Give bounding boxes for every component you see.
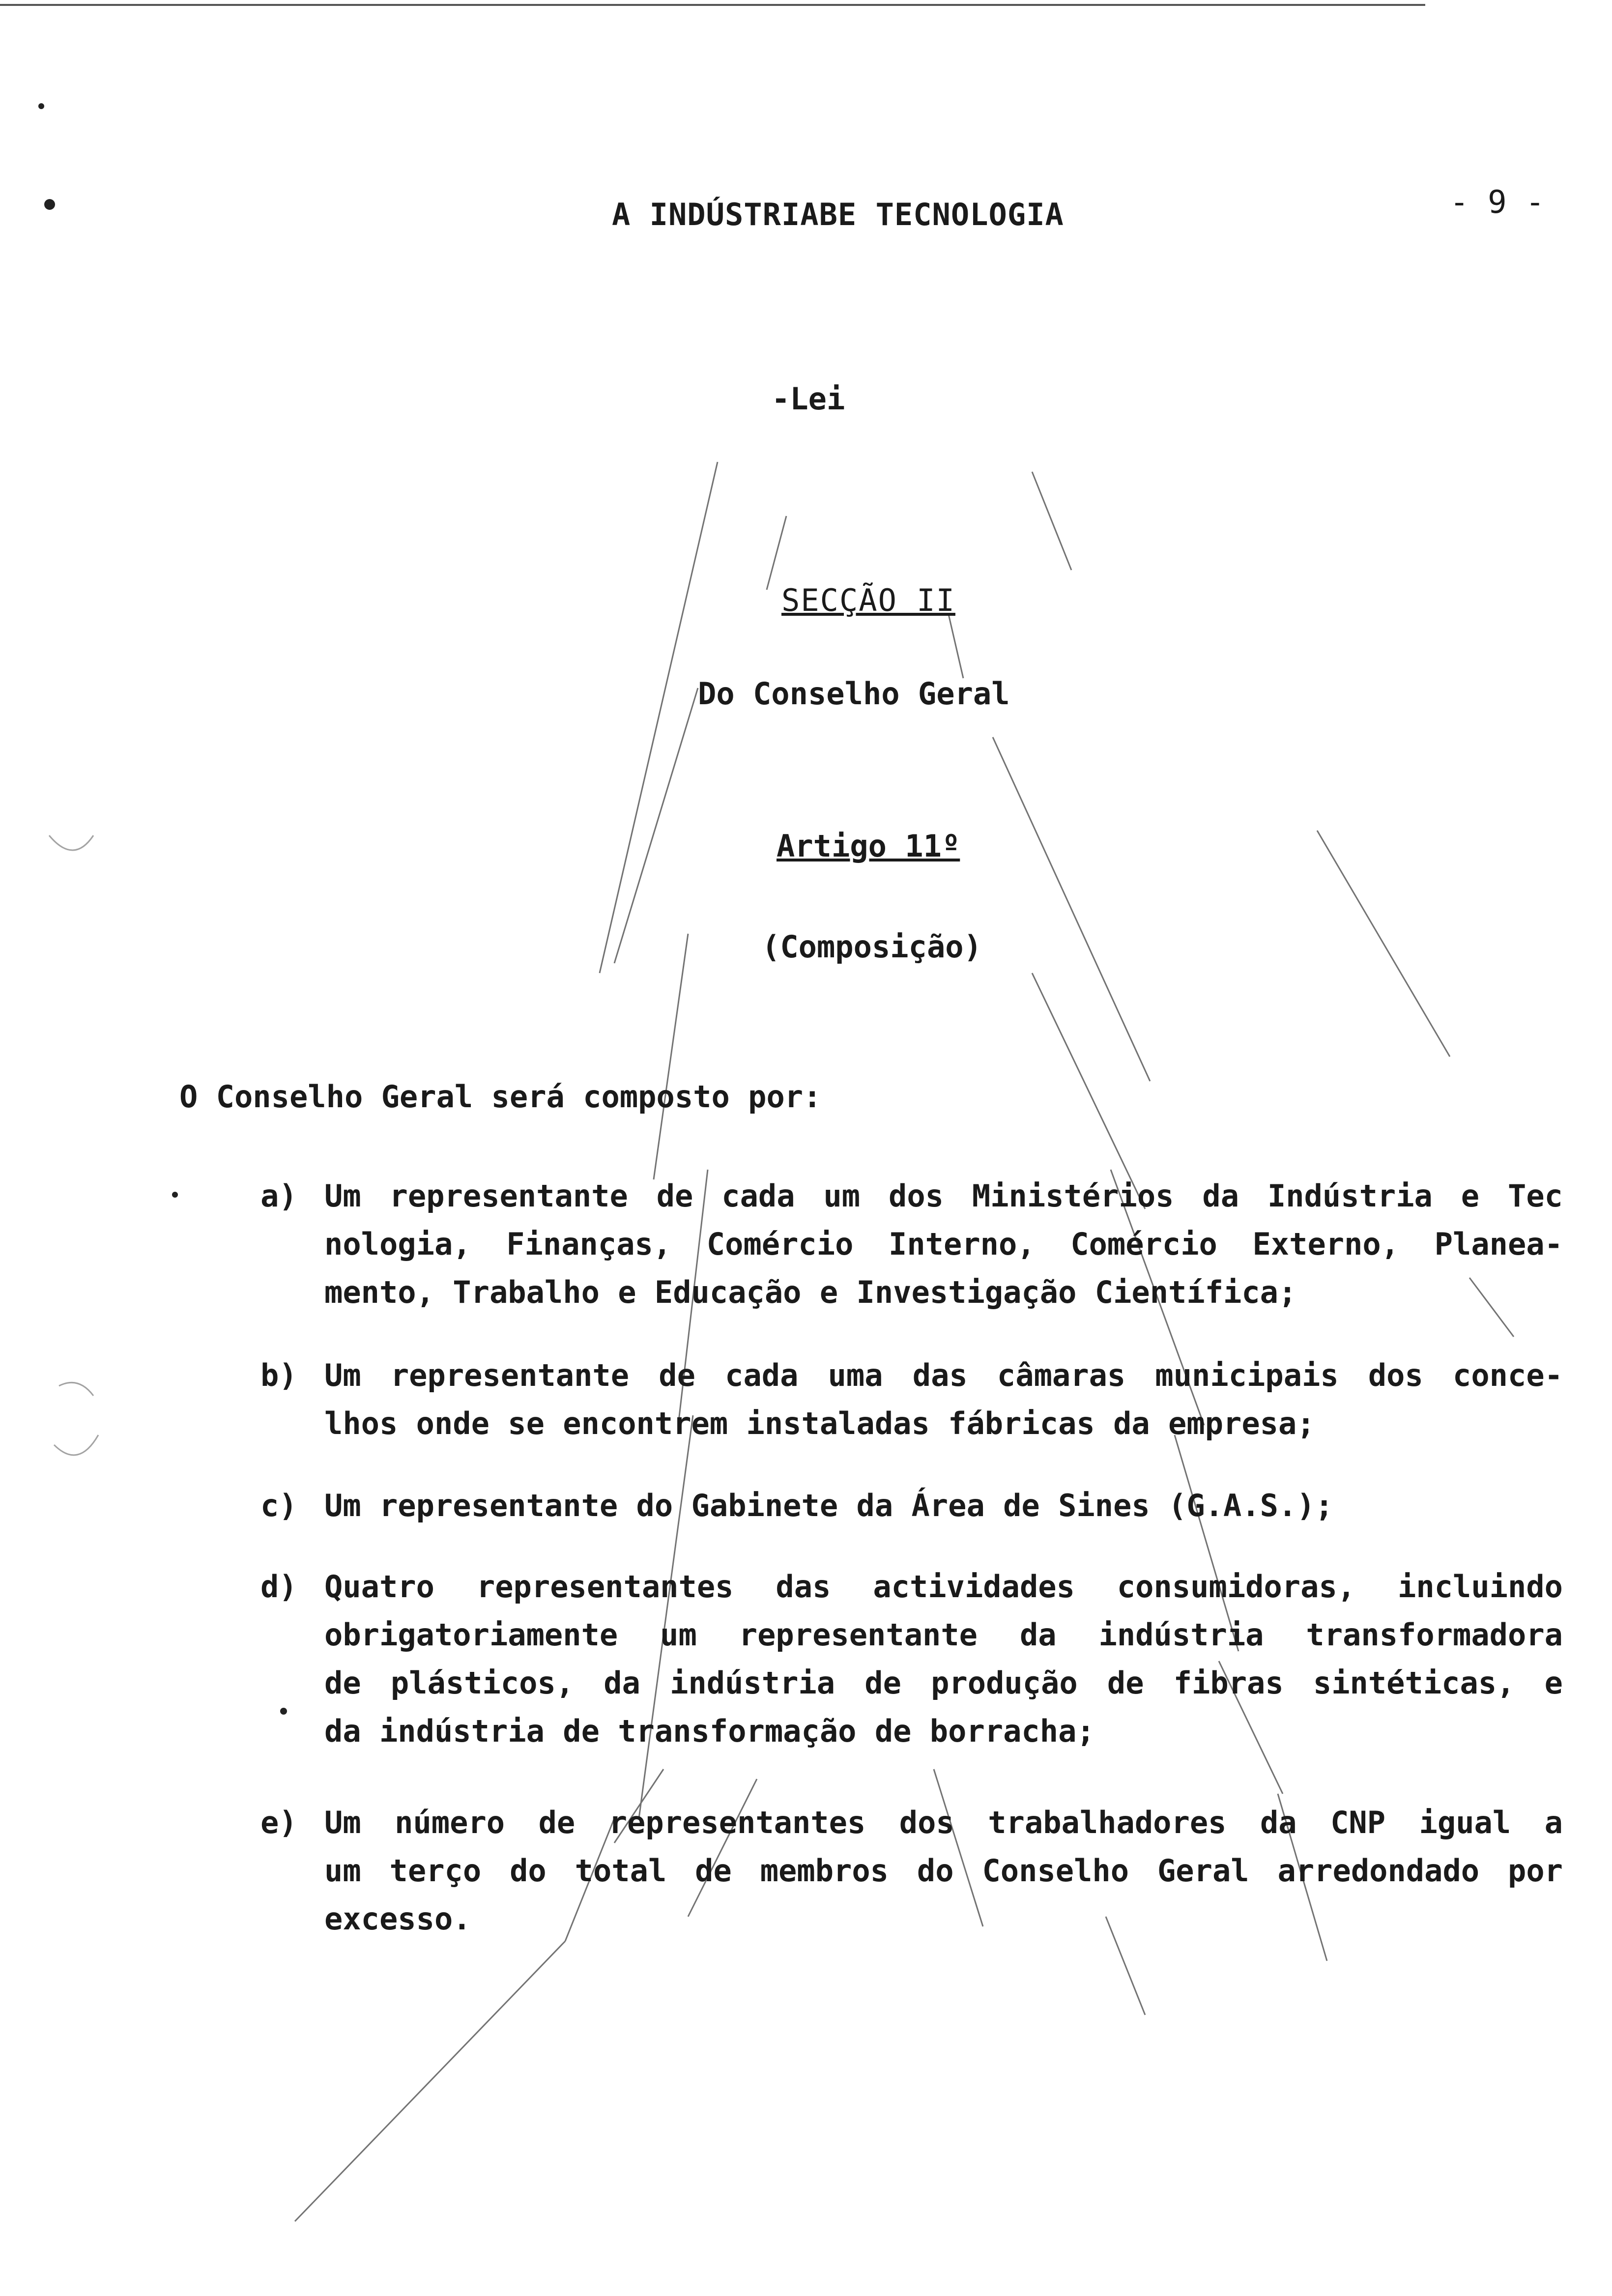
running-header: A INDÚSTRIABE TECNOLOGIA <box>612 197 1064 232</box>
list-item-line: Um representante de cada um dos Ministérios da Indústria e Tec <box>324 1178 1563 1214</box>
list-item-line: Um representante de cada uma das câmaras municipais dos conce- <box>324 1357 1563 1393</box>
list-item-marker: d) <box>260 1569 297 1605</box>
list-item-marker: c) <box>260 1488 297 1523</box>
list-item-line: lhos onde se encontrem instaladas fábricas da empresa; <box>324 1406 1315 1441</box>
list-item-b <box>260 1351 1563 1448</box>
article-subtitle: (Composição) <box>762 929 982 965</box>
list-item-line: nologia, Finanças, Comércio Interno, Comércio Externo, Planea- <box>324 1226 1563 1262</box>
list-item-marker: b) <box>260 1357 297 1393</box>
list-item-line: Quatro representantes das actividades consumidoras, incluindo <box>324 1569 1563 1605</box>
section-title: Do Conselho Geral <box>698 676 1010 712</box>
list-item-line: Um representante do Gabinete da Área de Sines (G.A.S.); <box>324 1488 1333 1523</box>
list-item-line: excesso. <box>324 1901 471 1937</box>
list-item-line: Um número de representantes dos trabalhadores da CNP igual a <box>324 1805 1563 1840</box>
list-item-marker: a) <box>260 1178 297 1214</box>
list-item-d <box>260 1563 1563 1755</box>
top-rule <box>0 4 1425 6</box>
list-item-line: obrigatoriamente um representante da indústria transformadora <box>324 1617 1563 1653</box>
scan-dot <box>172 1192 178 1198</box>
list-item-line: um terço do total de membros do Conselho Geral arredondado por <box>324 1853 1563 1889</box>
law-label: -Lei <box>772 381 845 417</box>
list-item-line: de plásticos, da indústria de produção de fibras sintéticas, e <box>324 1665 1563 1701</box>
list-item-line: mento, Trabalho e Educação e Investigação Científica; <box>324 1274 1297 1310</box>
page-number: - 9 - <box>1450 184 1545 221</box>
scan-dot <box>38 103 44 109</box>
intro-paragraph: O Conselho Geral será composto por: <box>179 1079 822 1115</box>
section-heading: SECÇÃO II <box>781 582 955 618</box>
list-item-line: da indústria de transformação de borracha; <box>324 1713 1095 1749</box>
article-heading: Artigo 11º <box>777 828 960 864</box>
list-item-marker: e) <box>260 1805 297 1840</box>
list-item-e <box>260 1799 1563 1943</box>
list-item-c <box>260 1482 1563 1530</box>
scan-dot <box>44 199 55 210</box>
list-item-a <box>260 1172 1563 1317</box>
